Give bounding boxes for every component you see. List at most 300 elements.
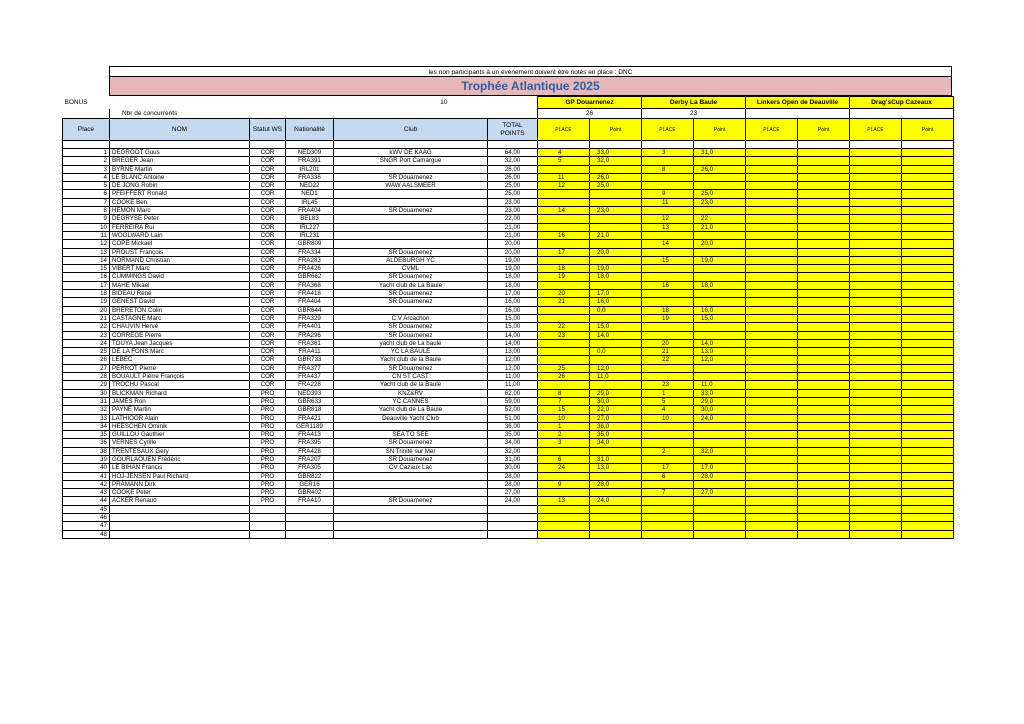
- row-place: 10: [63, 223, 110, 231]
- row-event-place: [538, 314, 590, 322]
- row-event-place: [642, 530, 694, 538]
- row-event-place: 21: [642, 348, 694, 356]
- row-event-point: 22: [694, 215, 746, 223]
- row-total: 15,00: [488, 323, 538, 331]
- row-event-place: [538, 215, 590, 223]
- row-place: 11: [63, 231, 110, 239]
- row-event-place: [642, 231, 694, 239]
- row-event-place: 19: [642, 314, 694, 322]
- row-event-point: [590, 505, 642, 513]
- row-event-point: [902, 331, 954, 339]
- row-nationalite: [286, 530, 334, 538]
- row-total: 14,00: [488, 331, 538, 339]
- row-event-place: [642, 455, 694, 463]
- row-place: 26: [63, 356, 110, 364]
- row-total: 64,00: [488, 149, 538, 157]
- row-event-point: [798, 207, 850, 215]
- row-event-place: [746, 314, 798, 322]
- row-total: 21,00: [488, 231, 538, 239]
- row-event-point: [798, 480, 850, 488]
- row-nom: GENEST David: [110, 298, 250, 306]
- row-event-place: 6: [642, 472, 694, 480]
- row-nationalite: FRA413: [286, 431, 334, 439]
- row-nationalite: FRA418: [286, 290, 334, 298]
- row-event-point: [694, 514, 746, 522]
- table-row: [63, 157, 954, 165]
- row-event-place: [746, 439, 798, 447]
- row-event-place: [538, 281, 590, 289]
- row-total: 35,00: [488, 431, 538, 439]
- row-event-place: [642, 505, 694, 513]
- row-event-point: [798, 281, 850, 289]
- row-total: 20,00: [488, 240, 538, 248]
- row-event-place: 7: [642, 489, 694, 497]
- row-nationalite: IRL231: [286, 231, 334, 239]
- row-nom: PERROT Pierre: [110, 364, 250, 372]
- row-event-point: [902, 182, 954, 190]
- row-place: 31: [63, 397, 110, 405]
- row-nom: CUMMINGS David: [110, 273, 250, 281]
- event-header-gp-douarnenez: GP Douarnenez: [538, 97, 642, 109]
- row-event-point: [798, 149, 850, 157]
- row-total: 14,00: [488, 339, 538, 347]
- row-nom: VIBERT Marc: [110, 265, 250, 273]
- table-row: [63, 314, 954, 322]
- row-nationalite: FRA437: [286, 373, 334, 381]
- row-total: 19,00: [488, 265, 538, 273]
- row-event-point: 0,0: [590, 348, 642, 356]
- row-statut: COR: [250, 198, 286, 206]
- row-event-place: [746, 290, 798, 298]
- table-row: [63, 389, 954, 397]
- row-nom: NORMAND Christian: [110, 256, 250, 264]
- row-place: 38: [63, 447, 110, 455]
- row-club: SR Douarnenez: [334, 173, 488, 181]
- row-statut: COR: [250, 348, 286, 356]
- page-title: Trophée Atlantique 2025: [109, 77, 952, 96]
- event-header-dragscup: Drag'sCup Cazeaux: [850, 97, 954, 109]
- row-event-place: [850, 223, 902, 231]
- row-nom: LE BIHAN Francis: [110, 464, 250, 472]
- row-event-point: [694, 364, 746, 372]
- row-nom: TRENTESAUX Gery: [110, 447, 250, 455]
- row-event-place: 17: [642, 464, 694, 472]
- row-club: Yacht club de la Baule: [334, 356, 488, 364]
- table-row: [63, 530, 954, 538]
- row-total: 32,00: [488, 447, 538, 455]
- row-nationalite: FRA404: [286, 207, 334, 215]
- row-event-place: [850, 215, 902, 223]
- row-event-point: [590, 447, 642, 455]
- row-event-place: [642, 323, 694, 331]
- row-event-point: 26,0: [694, 165, 746, 173]
- row-event-place: [850, 439, 902, 447]
- row-event-place: [850, 464, 902, 472]
- row-place: 3: [63, 165, 110, 173]
- row-statut: COR: [250, 364, 286, 372]
- row-club: SR Douarnenez: [334, 207, 488, 215]
- row-place: 48: [63, 530, 110, 538]
- row-event-place: [538, 339, 590, 347]
- row-nom: DEGRYSE Peter: [110, 215, 250, 223]
- row-nationalite: [286, 522, 334, 530]
- row-event-place: [746, 223, 798, 231]
- row-event-place: [746, 497, 798, 505]
- row-event-point: 11,0: [590, 373, 642, 381]
- row-total: [488, 505, 538, 513]
- row-event-place: [850, 165, 902, 173]
- row-event-place: [850, 248, 902, 256]
- row-nationalite: [286, 514, 334, 522]
- row-nom: DE LA FONS Marc: [110, 348, 250, 356]
- row-nom: BOUAULT Pierre François: [110, 373, 250, 381]
- row-nom: COOKE Ben: [110, 198, 250, 206]
- row-event-point: 27,0: [590, 414, 642, 422]
- row-event-place: [850, 356, 902, 364]
- row-event-place: 23: [642, 381, 694, 389]
- row-event-place: [642, 331, 694, 339]
- col-place: Place: [63, 119, 110, 141]
- row-place: 30: [63, 389, 110, 397]
- row-event-place: 23: [538, 331, 590, 339]
- row-event-place: [850, 240, 902, 248]
- event-count-0: 26: [538, 109, 642, 119]
- table-row: [63, 447, 954, 455]
- row-event-point: [694, 439, 746, 447]
- row-statut: PRO: [250, 472, 286, 480]
- row-event-place: [746, 530, 798, 538]
- row-event-place: 4: [538, 149, 590, 157]
- row-event-point: [902, 373, 954, 381]
- col-place-0: PLACE: [538, 119, 590, 141]
- row-club: [334, 422, 488, 430]
- row-event-place: 24: [538, 464, 590, 472]
- row-event-place: [850, 265, 902, 273]
- row-nom: BYRNE Martin: [110, 165, 250, 173]
- table-row: [63, 364, 954, 372]
- row-event-place: [746, 389, 798, 397]
- row-event-point: [694, 505, 746, 513]
- row-event-place: [746, 455, 798, 463]
- row-event-point: [902, 215, 954, 223]
- row-club: [334, 165, 488, 173]
- row-club: SEA TO SEE: [334, 431, 488, 439]
- row-event-point: [902, 422, 954, 430]
- row-event-point: [902, 364, 954, 372]
- row-nom: [110, 522, 250, 530]
- row-event-place: [746, 256, 798, 264]
- row-club: ALDEBURGH YC: [334, 256, 488, 264]
- row-place: 39: [63, 455, 110, 463]
- row-statut: COR: [250, 231, 286, 239]
- row-nom: VERNES Cyrille: [110, 439, 250, 447]
- table-row: [63, 207, 954, 215]
- row-event-place: [642, 497, 694, 505]
- row-statut: PRO: [250, 489, 286, 497]
- row-event-place: [746, 248, 798, 256]
- row-total: 30,00: [488, 464, 538, 472]
- row-event-point: 16,0: [590, 298, 642, 306]
- row-event-point: [902, 522, 954, 530]
- row-event-place: 8: [642, 165, 694, 173]
- row-event-place: [746, 215, 798, 223]
- row-event-place: [850, 182, 902, 190]
- row-event-place: [850, 497, 902, 505]
- row-event-place: [850, 157, 902, 165]
- col-club: Club: [334, 119, 488, 141]
- row-event-place: [746, 472, 798, 480]
- row-statut: COR: [250, 381, 286, 389]
- row-event-point: 20,0: [694, 240, 746, 248]
- row-nationalite: GBR818: [286, 406, 334, 414]
- row-event-point: [902, 480, 954, 488]
- row-event-point: 15,0: [590, 323, 642, 331]
- table-row: [63, 480, 954, 488]
- row-event-point: [694, 298, 746, 306]
- row-event-point: 31,0: [590, 455, 642, 463]
- row-event-point: 28,0: [694, 472, 746, 480]
- row-event-point: 21,0: [694, 223, 746, 231]
- row-event-point: [694, 497, 746, 505]
- row-place: 23: [63, 331, 110, 339]
- row-event-point: 30,0: [590, 397, 642, 405]
- row-club: YC CANNES: [334, 397, 488, 405]
- row-event-place: [850, 231, 902, 239]
- table-row: [63, 406, 954, 414]
- row-event-point: [694, 157, 746, 165]
- row-event-point: 26,0: [590, 173, 642, 181]
- row-event-place: [850, 173, 902, 181]
- row-statut: PRO: [250, 406, 286, 414]
- col-statut: Statut WS: [250, 119, 286, 141]
- row-event-place: [850, 290, 902, 298]
- row-total: 25,00: [488, 190, 538, 198]
- row-event-point: [590, 530, 642, 538]
- row-event-place: 21: [538, 298, 590, 306]
- row-event-point: [798, 464, 850, 472]
- row-total: 26,00: [488, 165, 538, 173]
- row-event-place: [850, 273, 902, 281]
- row-event-point: 22,0: [590, 406, 642, 414]
- row-event-point: [902, 381, 954, 389]
- row-place: 41: [63, 472, 110, 480]
- row-total: 19,00: [488, 256, 538, 264]
- row-place: 34: [63, 422, 110, 430]
- row-event-point: 28,0: [590, 480, 642, 488]
- row-event-point: 31,0: [694, 149, 746, 157]
- col-point-0: Point: [590, 119, 642, 141]
- row-statut: COR: [250, 223, 286, 231]
- row-nationalite: FRA428: [286, 447, 334, 455]
- row-place: 33: [63, 414, 110, 422]
- row-event-place: 22: [538, 323, 590, 331]
- table-row: [63, 431, 954, 439]
- table-row: [63, 173, 954, 181]
- row-nom: LE BLANC Antoine: [110, 173, 250, 181]
- row-event-point: [902, 431, 954, 439]
- row-nom: LATHIOOR Alain: [110, 414, 250, 422]
- row-event-point: [590, 223, 642, 231]
- row-nationalite: GBR822: [286, 472, 334, 480]
- row-event-point: [902, 489, 954, 497]
- row-nom: BIDEAU René: [110, 290, 250, 298]
- row-event-point: [798, 248, 850, 256]
- row-event-place: [538, 256, 590, 264]
- row-event-point: [798, 373, 850, 381]
- row-event-point: [590, 381, 642, 389]
- row-event-place: [746, 281, 798, 289]
- row-total: 15,00: [488, 314, 538, 322]
- row-event-point: 24,0: [590, 497, 642, 505]
- row-event-place: 3: [538, 439, 590, 447]
- row-club: SR Douarnenez: [334, 439, 488, 447]
- row-event-point: [798, 173, 850, 181]
- row-event-place: 13: [642, 223, 694, 231]
- row-club: SN Trinité sur Mer: [334, 447, 488, 455]
- row-total: 11,00: [488, 373, 538, 381]
- row-club: [334, 505, 488, 513]
- row-nom: CASTAGNE Marc: [110, 314, 250, 322]
- row-event-point: [590, 489, 642, 497]
- row-club: [334, 231, 488, 239]
- row-total: 21,00: [488, 223, 538, 231]
- dnc-notice: les non participants à un évenement doivent être notés en place : DNC: [109, 66, 952, 77]
- col-nationalite: Nationalité: [286, 119, 334, 141]
- col-place-1: PLACE: [642, 119, 694, 141]
- table-row: [63, 339, 954, 347]
- row-event-point: 25,0: [694, 190, 746, 198]
- row-event-place: 5: [642, 397, 694, 405]
- row-nationalite: FRA421: [286, 414, 334, 422]
- event-count-2: [746, 109, 850, 119]
- table-row: [63, 215, 954, 223]
- row-event-point: [694, 207, 746, 215]
- row-statut: COR: [250, 215, 286, 223]
- row-event-point: [694, 373, 746, 381]
- table-row: [63, 373, 954, 381]
- table-row: [63, 306, 954, 314]
- row-total: 62,00: [488, 389, 538, 397]
- row-statut: PRO: [250, 439, 286, 447]
- row-event-point: 23,0: [590, 207, 642, 215]
- row-event-point: 14,0: [694, 339, 746, 347]
- event-header-linkers-open: Linkers Open de Deauville: [746, 97, 850, 109]
- row-nationalite: FRA228: [286, 381, 334, 389]
- row-club: [334, 489, 488, 497]
- row-event-place: 26: [538, 373, 590, 381]
- row-event-point: [798, 447, 850, 455]
- row-club: [334, 514, 488, 522]
- row-event-point: [798, 265, 850, 273]
- row-event-point: 33,0: [590, 149, 642, 157]
- row-total: [488, 530, 538, 538]
- row-club: WAW AALSMEER: [334, 182, 488, 190]
- row-statut: COR: [250, 323, 286, 331]
- row-event-point: [798, 505, 850, 513]
- row-event-place: 10: [642, 414, 694, 422]
- row-event-place: 13: [538, 497, 590, 505]
- row-place: 12: [63, 240, 110, 248]
- row-nationalite: FRA377: [286, 364, 334, 372]
- row-club: Yacht club de la Baule: [334, 381, 488, 389]
- row-nationalite: IRL201: [286, 165, 334, 173]
- row-club: [334, 530, 488, 538]
- row-event-point: [798, 298, 850, 306]
- row-event-place: [850, 348, 902, 356]
- row-event-place: [850, 406, 902, 414]
- table-row: [63, 422, 954, 430]
- row-statut: PRO: [250, 447, 286, 455]
- row-event-place: [746, 173, 798, 181]
- row-event-place: [642, 364, 694, 372]
- row-place: 13: [63, 248, 110, 256]
- table-row: [63, 497, 954, 505]
- row-event-place: [850, 447, 902, 455]
- table-row: [63, 489, 954, 497]
- row-nationalite: FRA361: [286, 339, 334, 347]
- row-statut: COR: [250, 248, 286, 256]
- row-club: SR Douarnenez: [334, 298, 488, 306]
- row-event-place: [850, 480, 902, 488]
- row-club: CVML: [334, 265, 488, 273]
- row-place: 17: [63, 281, 110, 289]
- row-nationalite: FRA305: [286, 464, 334, 472]
- table-row: [63, 273, 954, 281]
- row-event-place: 7: [538, 397, 590, 405]
- row-event-point: 20,0: [590, 248, 642, 256]
- row-event-point: [902, 190, 954, 198]
- row-event-place: [850, 422, 902, 430]
- row-event-place: 2: [642, 447, 694, 455]
- row-event-place: [642, 439, 694, 447]
- row-event-place: [746, 397, 798, 405]
- row-event-place: [642, 182, 694, 190]
- table-row: [63, 198, 954, 206]
- row-event-place: 20: [538, 290, 590, 298]
- row-event-point: [694, 290, 746, 298]
- row-nom: TROCHU Pascal: [110, 381, 250, 389]
- row-place: 22: [63, 323, 110, 331]
- row-nationalite: [286, 505, 334, 513]
- table-row: [63, 240, 954, 248]
- row-event-place: [746, 447, 798, 455]
- row-nom: FERREIRA Rui: [110, 223, 250, 231]
- row-statut: COR: [250, 331, 286, 339]
- row-event-point: [902, 323, 954, 331]
- row-event-point: [590, 472, 642, 480]
- row-club: KNZ&RV: [334, 389, 488, 397]
- row-club: [334, 215, 488, 223]
- event-header-derby-la-baule: Derby La Baule: [642, 97, 746, 109]
- row-event-place: [850, 306, 902, 314]
- row-club: SR Douarnenez: [334, 290, 488, 298]
- row-event-point: [798, 165, 850, 173]
- row-event-point: 11,0: [694, 381, 746, 389]
- row-event-place: [746, 464, 798, 472]
- row-event-place: [850, 314, 902, 322]
- row-event-place: [746, 489, 798, 497]
- row-event-place: [746, 190, 798, 198]
- row-event-place: 3: [642, 149, 694, 157]
- row-nationalite: FRA334: [286, 248, 334, 256]
- row-event-point: [798, 240, 850, 248]
- row-event-point: [902, 356, 954, 364]
- table-row: [63, 149, 954, 157]
- row-event-point: [902, 173, 954, 181]
- row-place: 32: [63, 406, 110, 414]
- row-nationalite: NED393: [286, 389, 334, 397]
- row-place: 27: [63, 364, 110, 372]
